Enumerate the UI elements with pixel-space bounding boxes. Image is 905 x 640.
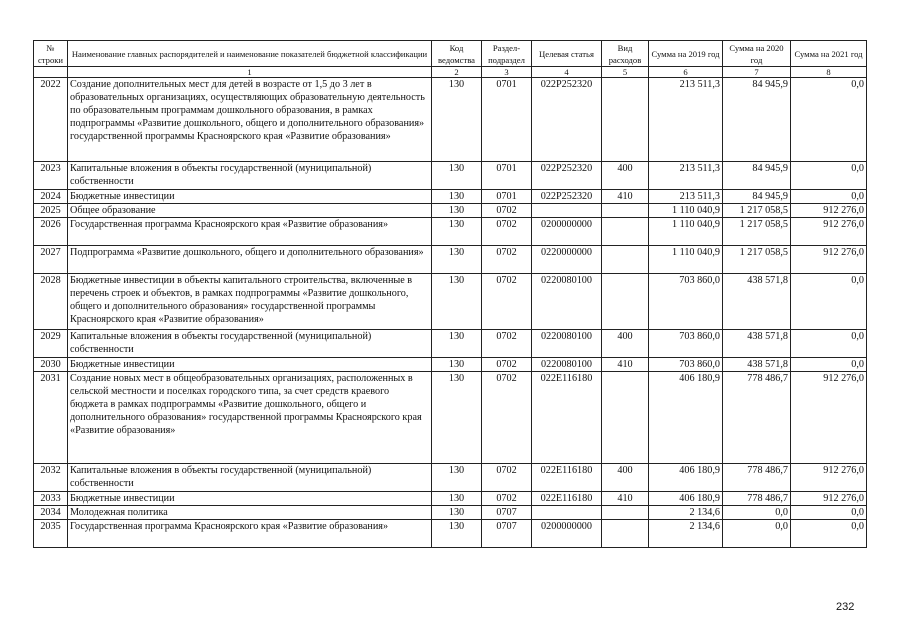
row-number: 2033 — [34, 492, 68, 506]
row-article: 0220080100 — [532, 330, 602, 358]
table-row — [34, 204, 867, 218]
row-article: 0200000000 — [532, 218, 602, 246]
row-sum-2020: 1 217 058,5 — [723, 246, 791, 274]
row-sum-2019: 2 134,6 — [649, 520, 723, 548]
row-dept-code: 130 — [432, 162, 482, 190]
row-section: 0702 — [482, 218, 532, 246]
row-sum-2020: 778 486,7 — [723, 372, 791, 464]
table-body — [34, 78, 867, 548]
row-expense-type — [602, 246, 649, 274]
row-expense-type: 400 — [602, 330, 649, 358]
row-article: 022E116180 — [532, 492, 602, 506]
table-row — [34, 162, 867, 190]
row-sum-2021: 912 276,0 — [791, 372, 867, 464]
row-section: 0702 — [482, 492, 532, 506]
row-name: Бюджетные инвестиции — [68, 358, 432, 372]
row-number: 2027 — [34, 246, 68, 274]
row-name: Подпрограмма «Развитие дошкольного, общего и дополнительного образования» — [68, 246, 432, 274]
column-number: 8 — [791, 67, 867, 78]
row-name: Создание дополнительных мест для детей в возрасте от 1,5 до 3 лет в образовательных организациях, осуществляющих образовательную деятельность по образовательным программам дошкольного образования, в рамках подпрограммы «Развитие дошкольного, общего и дополнительного образования» государственной программы Красноярского края «Развитие образования» — [68, 78, 432, 162]
row-dept-code: 130 — [432, 274, 482, 330]
column-number: 3 — [482, 67, 532, 78]
row-name: Бюджетные инвестиции — [68, 492, 432, 506]
row-name: Государственная программа Красноярского края «Развитие образования» — [68, 520, 432, 548]
row-article: 0220080100 — [532, 274, 602, 330]
table-row — [34, 358, 867, 372]
row-sum-2020: 0,0 — [723, 520, 791, 548]
row-number: 2023 — [34, 162, 68, 190]
row-article: 022P252320 — [532, 190, 602, 204]
row-article — [532, 204, 602, 218]
row-name: Бюджетные инвестиции — [68, 190, 432, 204]
row-number: 2025 — [34, 204, 68, 218]
col-header-row-no: № строки — [34, 41, 68, 67]
row-sum-2021: 0,0 — [791, 274, 867, 330]
row-section: 0701 — [482, 190, 532, 204]
row-number: 2024 — [34, 190, 68, 204]
row-number: 2032 — [34, 464, 68, 492]
row-sum-2021: 0,0 — [791, 358, 867, 372]
row-name: Общее образование — [68, 204, 432, 218]
column-number: 7 — [723, 67, 791, 78]
row-sum-2021: 0,0 — [791, 520, 867, 548]
row-dept-code: 130 — [432, 246, 482, 274]
row-expense-type: 410 — [602, 492, 649, 506]
row-dept-code: 130 — [432, 330, 482, 358]
row-sum-2021: 0,0 — [791, 506, 867, 520]
row-expense-type: 410 — [602, 358, 649, 372]
row-section: 0702 — [482, 330, 532, 358]
row-expense-type — [602, 218, 649, 246]
table-header-row — [34, 41, 867, 67]
row-name: Бюджетные инвестиции в объекты капитального строительства, включенные в перечень строек и объектов, в рамках подпрограммы «Развитие дошкольного, общего и дополнительного образования» государственной программы Красноярского края «Развитие образования» — [68, 274, 432, 330]
row-sum-2020: 1 217 058,5 — [723, 204, 791, 218]
row-dept-code: 130 — [432, 464, 482, 492]
row-article: 0220080100 — [532, 358, 602, 372]
row-sum-2020: 438 571,8 — [723, 358, 791, 372]
row-section: 0702 — [482, 274, 532, 330]
row-section: 0702 — [482, 204, 532, 218]
row-sum-2021: 0,0 — [791, 190, 867, 204]
row-dept-code: 130 — [432, 372, 482, 464]
row-name: Капитальные вложения в объекты государственной (муниципальной) собственности — [68, 330, 432, 358]
row-section: 0707 — [482, 506, 532, 520]
row-number: 2026 — [34, 218, 68, 246]
row-expense-type — [602, 520, 649, 548]
row-number: 2022 — [34, 78, 68, 162]
row-sum-2020: 438 571,8 — [723, 274, 791, 330]
row-sum-2019: 213 511,3 — [649, 190, 723, 204]
table-row — [34, 190, 867, 204]
row-sum-2021: 0,0 — [791, 330, 867, 358]
row-sum-2019: 406 180,9 — [649, 492, 723, 506]
column-number: 1 — [68, 67, 432, 78]
row-number: 2035 — [34, 520, 68, 548]
row-expense-type — [602, 78, 649, 162]
row-number: 2030 — [34, 358, 68, 372]
col-header-type: Вид расходов — [602, 41, 649, 67]
row-number: 2029 — [34, 330, 68, 358]
table-row — [34, 506, 867, 520]
table-row — [34, 246, 867, 274]
row-dept-code: 130 — [432, 520, 482, 548]
row-sum-2019: 406 180,9 — [649, 464, 723, 492]
row-sum-2020: 438 571,8 — [723, 330, 791, 358]
row-dept-code: 130 — [432, 190, 482, 204]
row-dept-code: 130 — [432, 492, 482, 506]
table-row — [34, 520, 867, 548]
column-number: 4 — [532, 67, 602, 78]
row-sum-2020: 84 945,9 — [723, 190, 791, 204]
row-article: 022E116180 — [532, 464, 602, 492]
row-name: Государственная программа Красноярского края «Развитие образования» — [68, 218, 432, 246]
row-name: Молодежная политика — [68, 506, 432, 520]
col-header-article: Целевая статья — [532, 41, 602, 67]
row-sum-2019: 703 860,0 — [649, 358, 723, 372]
row-sum-2019: 703 860,0 — [649, 274, 723, 330]
row-sum-2020: 1 217 058,5 — [723, 218, 791, 246]
table-row — [34, 492, 867, 506]
table-row — [34, 78, 867, 162]
row-expense-type — [602, 274, 649, 330]
row-section: 0702 — [482, 372, 532, 464]
row-name: Создание новых мест в общеобразовательных организациях, расположенных в сельской местности и поселках городского типа, за счет средств краевого бюджета в рамках подпрограммы «Развитие дошкольного, общего и дополнительного образования» государственной программы Красноярского края «Развитие образования» — [68, 372, 432, 464]
row-sum-2021: 0,0 — [791, 78, 867, 162]
row-expense-type — [602, 204, 649, 218]
col-header-sum-2019: Сумма на 2019 год — [649, 41, 723, 67]
row-sum-2019: 703 860,0 — [649, 330, 723, 358]
row-sum-2019: 2 134,6 — [649, 506, 723, 520]
row-sum-2019: 406 180,9 — [649, 372, 723, 464]
table-row — [34, 218, 867, 246]
row-sum-2020: 778 486,7 — [723, 464, 791, 492]
row-sum-2019: 1 110 040,9 — [649, 246, 723, 274]
column-number: 5 — [602, 67, 649, 78]
row-expense-type: 400 — [602, 162, 649, 190]
row-sum-2020: 84 945,9 — [723, 162, 791, 190]
column-number — [34, 67, 68, 78]
row-number: 2034 — [34, 506, 68, 520]
table-row — [34, 464, 867, 492]
col-header-dept: Код ведомства — [432, 41, 482, 67]
row-sum-2021: 912 276,0 — [791, 204, 867, 218]
row-sum-2020: 0,0 — [723, 506, 791, 520]
page-number: 232 — [836, 601, 855, 613]
row-dept-code: 130 — [432, 204, 482, 218]
row-section: 0702 — [482, 246, 532, 274]
row-dept-code: 130 — [432, 358, 482, 372]
col-header-sum-2021: Сумма на 2021 год — [791, 41, 867, 67]
row-dept-code: 130 — [432, 78, 482, 162]
row-article: 0220000000 — [532, 246, 602, 274]
row-section: 0701 — [482, 78, 532, 162]
row-section: 0702 — [482, 358, 532, 372]
row-sum-2019: 1 110 040,9 — [649, 218, 723, 246]
column-number: 6 — [649, 67, 723, 78]
row-sum-2021: 912 276,0 — [791, 492, 867, 506]
row-expense-type — [602, 372, 649, 464]
col-header-section: Раздел-подраздел — [482, 41, 532, 67]
table-row — [34, 372, 867, 464]
row-expense-type: 410 — [602, 190, 649, 204]
row-section: 0707 — [482, 520, 532, 548]
col-header-name: Наименование главных распорядителей и наименование показателей бюджетной классификации — [68, 41, 432, 67]
budget-table — [33, 40, 867, 548]
row-name: Капитальные вложения в объекты государственной (муниципальной) собственности — [68, 464, 432, 492]
row-sum-2019: 1 110 040,9 — [649, 204, 723, 218]
row-section: 0701 — [482, 162, 532, 190]
table-row — [34, 330, 867, 358]
row-expense-type: 400 — [602, 464, 649, 492]
column-number: 2 — [432, 67, 482, 78]
row-article: 022E116180 — [532, 372, 602, 464]
row-article: 022P252320 — [532, 78, 602, 162]
row-number: 2028 — [34, 274, 68, 330]
table-row — [34, 274, 867, 330]
row-sum-2020: 778 486,7 — [723, 492, 791, 506]
row-sum-2021: 0,0 — [791, 162, 867, 190]
row-number: 2031 — [34, 372, 68, 464]
row-sum-2020: 84 945,9 — [723, 78, 791, 162]
row-sum-2021: 912 276,0 — [791, 464, 867, 492]
row-sum-2019: 213 511,3 — [649, 162, 723, 190]
row-article: 022P252320 — [532, 162, 602, 190]
row-sum-2021: 912 276,0 — [791, 218, 867, 246]
row-dept-code: 130 — [432, 218, 482, 246]
row-sum-2021: 912 276,0 — [791, 246, 867, 274]
row-name: Капитальные вложения в объекты государственной (муниципальной) собственности — [68, 162, 432, 190]
row-article: 0200000000 — [532, 520, 602, 548]
row-expense-type — [602, 506, 649, 520]
row-sum-2019: 213 511,3 — [649, 78, 723, 162]
row-dept-code: 130 — [432, 506, 482, 520]
column-number-row — [34, 67, 867, 78]
row-section: 0702 — [482, 464, 532, 492]
row-article — [532, 506, 602, 520]
col-header-sum-2020: Сумма на 2020 год — [723, 41, 791, 67]
